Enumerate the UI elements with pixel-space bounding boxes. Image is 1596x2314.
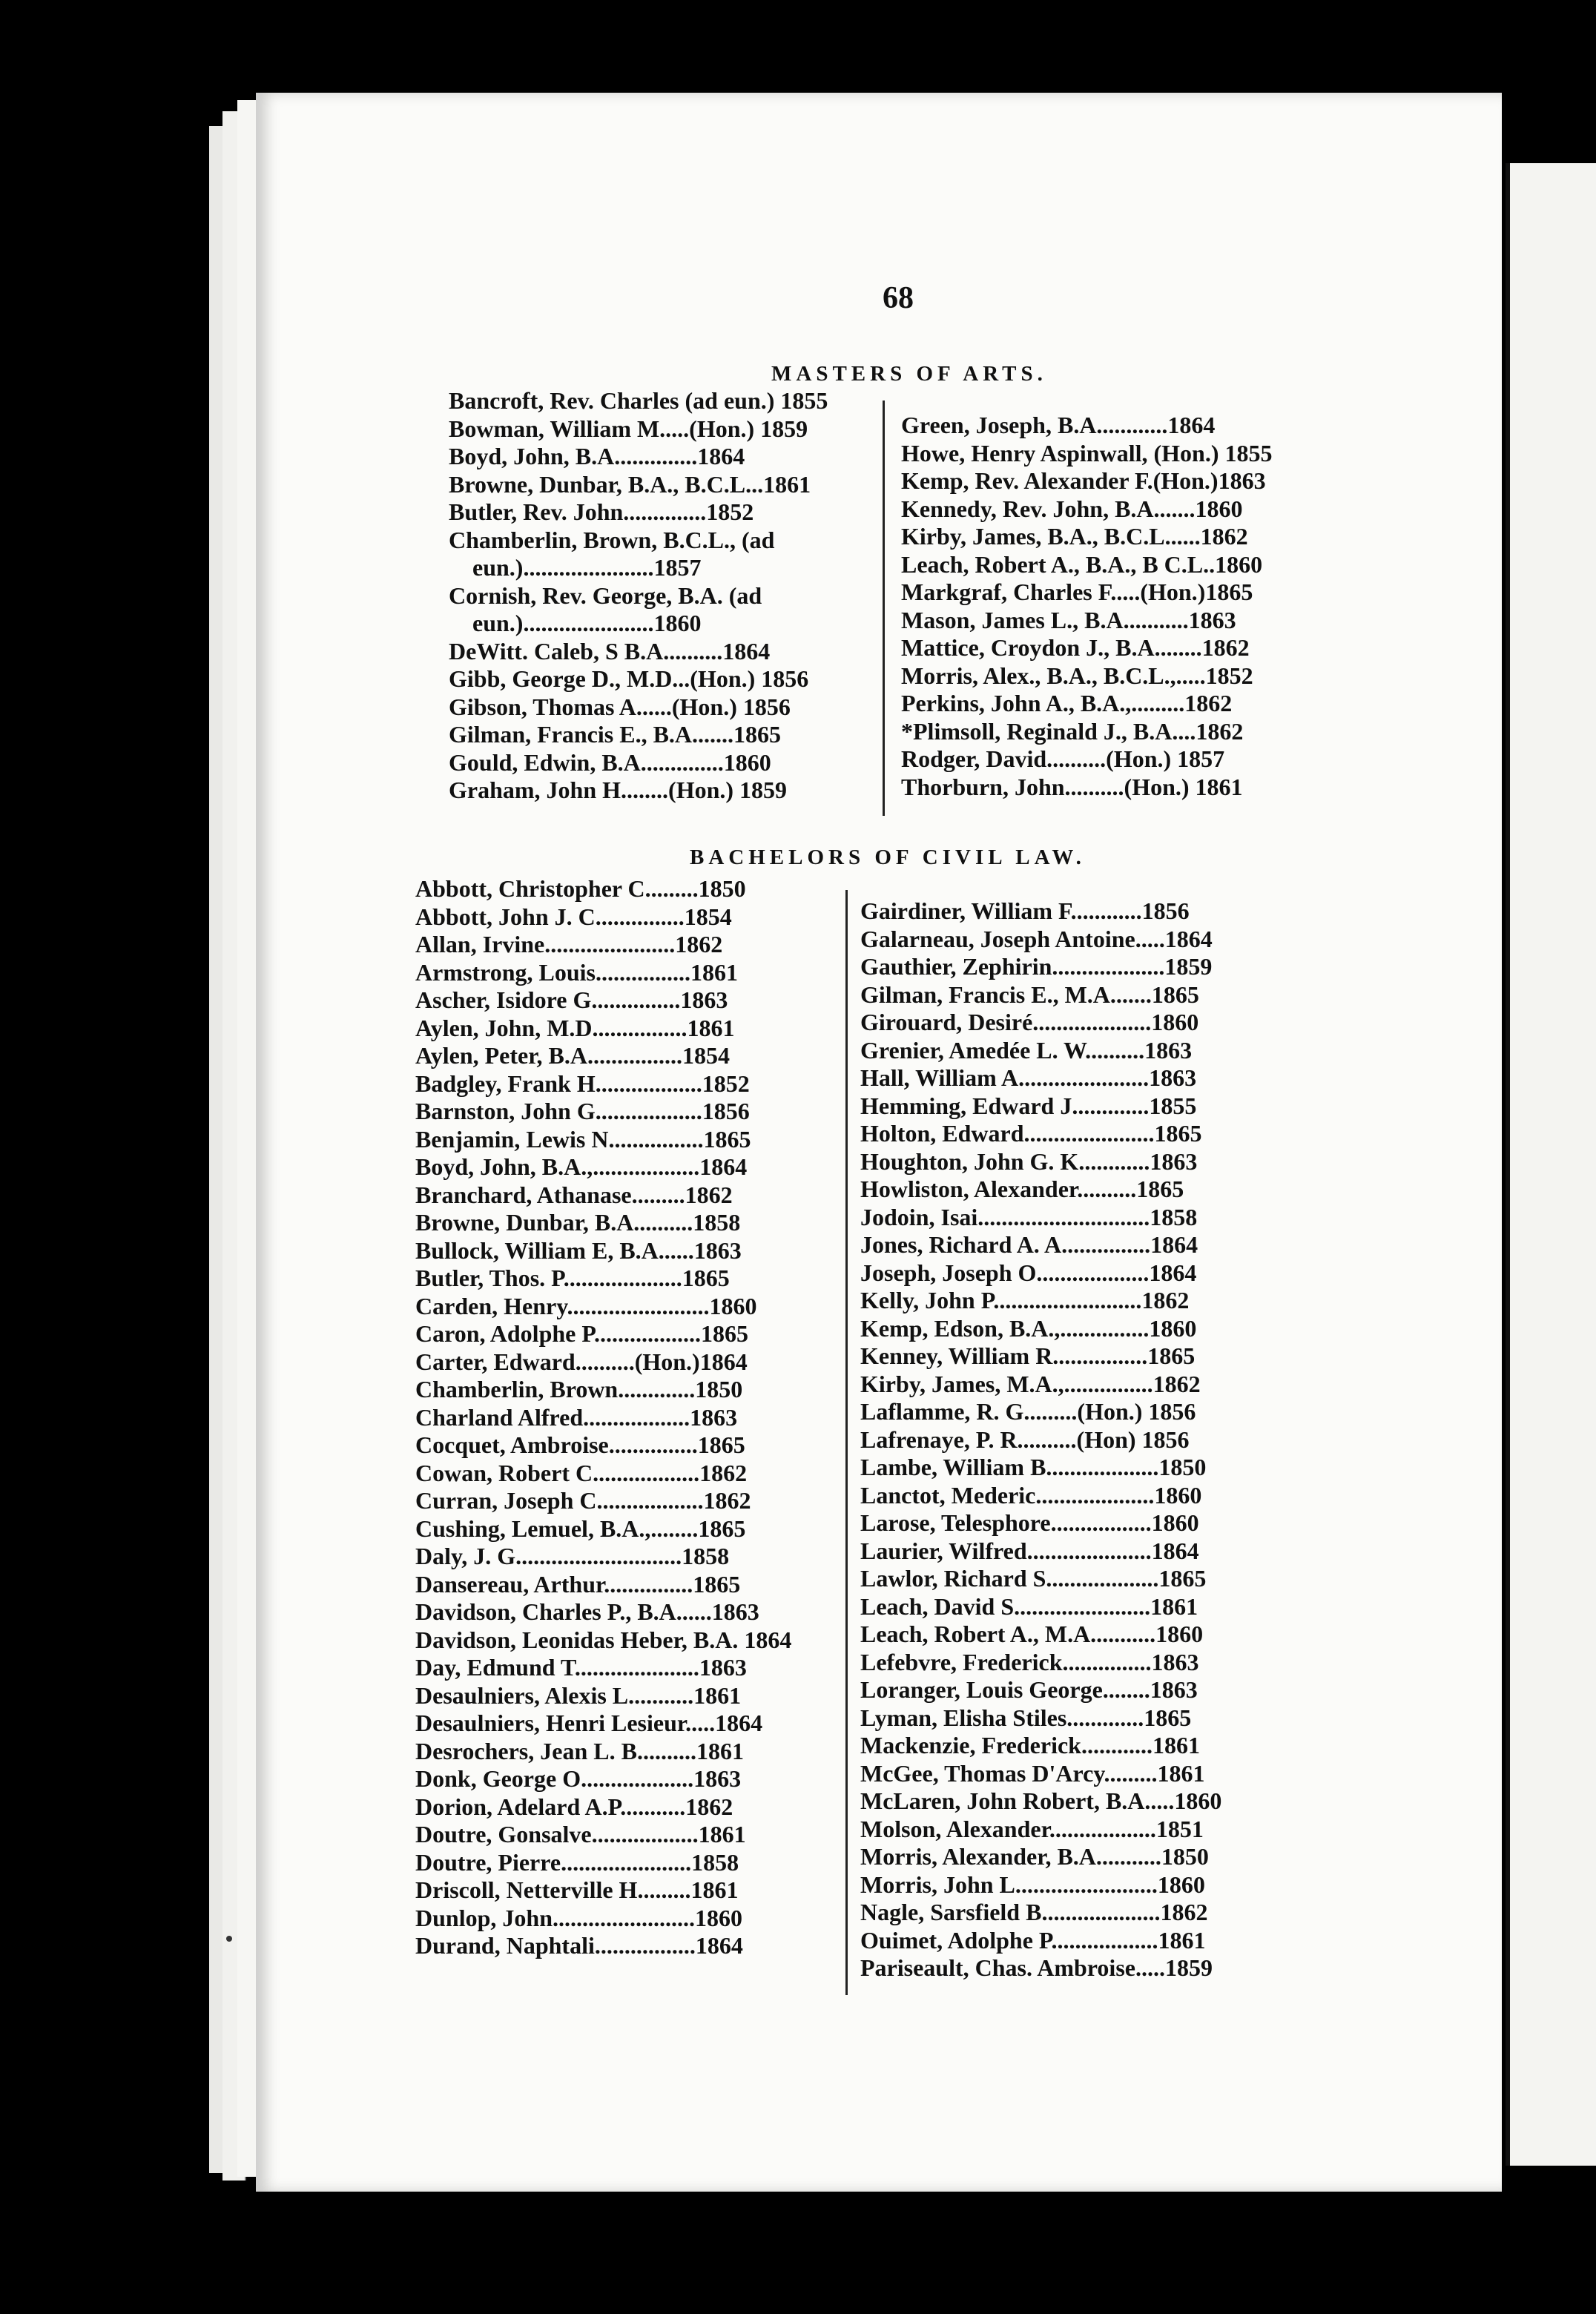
list-entry: Leach, Robert A., M.A...........1860 <box>860 1621 1204 1647</box>
list-entry: Galarneau, Joseph Antoine.....1864 <box>860 925 1213 952</box>
list-entry: Leach, Robert A., B.A., B C.L..1860 <box>901 550 1263 578</box>
list-entry: Grenier, Amedée L. W..........1863 <box>860 1036 1193 1064</box>
list-entry: Cornish, Rev. George, B.A. (ad <box>449 581 762 609</box>
list-entry: Hall, William A......................1863 <box>860 1064 1197 1091</box>
list-entry: McGee, Thomas D'Arcy.........1861 <box>860 1759 1205 1787</box>
list-entry: Charland Alfred..................1863 <box>415 1403 738 1431</box>
list-entry: Perkins, John A., B.A.,.........1862 <box>901 690 1233 716</box>
list-entry: Lawlor, Richard S...................1865 <box>860 1565 1207 1592</box>
column-divider <box>845 890 848 1995</box>
list-entry: *Plimsoll, Reginald J., B.A....1862 <box>901 717 1244 745</box>
list-entry: Mackenzie, Frederick............1861 <box>860 1732 1200 1758</box>
list-entry: Carter, Edward..........(Hon.)1864 <box>415 1348 748 1375</box>
masters-right-column <box>901 412 1272 801</box>
list-entry: Desrochers, Jean L. B..........1861 <box>415 1737 744 1764</box>
list-entry: Chamberlin, Brown, B.C.L., (ad <box>449 526 775 553</box>
list-entry: Jodoin, Isai.............................1858 <box>860 1203 1198 1230</box>
list-entry: Lambe, William B...................1850 <box>860 1454 1207 1480</box>
list-entry: Butler, Rev. John..............1852 <box>449 498 754 525</box>
list-entry: Dansereau, Arthur...............1865 <box>415 1570 741 1598</box>
list-entry: Bancroft, Rev. Charles (ad eun.) 1855 <box>449 387 828 414</box>
list-entry: eun.)......................1860 <box>449 610 702 636</box>
list-entry: Loranger, Louis George........1863 <box>860 1676 1198 1703</box>
masters-of-arts-heading: MASTERS OF ARTS. <box>771 362 1047 386</box>
list-entry: Lafrenaye, P. R..........(Hon) 1856 <box>860 1425 1190 1453</box>
list-entry: Driscoll, Netterville H.........1861 <box>415 1876 739 1903</box>
list-entry: Branchard, Athanase.........1862 <box>415 1181 733 1208</box>
list-entry: Kirby, James, M.A.,...............1862 <box>860 1370 1201 1397</box>
bachelors-heading: BACHELORS OF CIVIL LAW. <box>690 846 1086 869</box>
list-entry: Allan, Irvine......................1862 <box>415 931 723 957</box>
list-entry: Larose, Telesphore.................1860 <box>860 1509 1199 1536</box>
page-number: 68 <box>883 281 914 315</box>
list-entry: Kemp, Edson, B.A.,...............1860 <box>860 1314 1197 1342</box>
list-entry: Morris, John L........................1860 <box>860 1870 1205 1898</box>
list-entry: Kenney, William R................1865 <box>860 1342 1196 1369</box>
list-entry: Abbott, John J. C...............1854 <box>415 903 732 930</box>
list-entry: Badgley, Frank H..................1852 <box>415 1069 750 1097</box>
list-entry: Kirby, James, B.A., B.C.L......1862 <box>901 523 1248 550</box>
list-entry: Lefebvre, Frederick...............1863 <box>860 1648 1199 1675</box>
list-entry: Chamberlin, Brown.............1850 <box>415 1376 743 1402</box>
list-entry: Mattice, Croydon J., B.A........1862 <box>901 634 1250 661</box>
list-entry: Abbott, Christopher C.........1850 <box>415 875 746 902</box>
list-entry: Browne, Dunbar, B.A., B.C.L...1861 <box>449 470 811 498</box>
list-entry: Howliston, Alexander..........1865 <box>860 1176 1184 1202</box>
list-entry: Mason, James L., B.A...........1863 <box>901 606 1236 633</box>
list-entry: Laurier, Wilfred.....................1864 <box>860 1537 1199 1564</box>
list-entry: McLaren, John Robert, B.A.....1860 <box>860 1787 1222 1814</box>
list-entry: Boyd, John, B.A.,..................1864 <box>415 1153 748 1180</box>
list-entry: Day, Edmund T.....................1863 <box>415 1654 747 1681</box>
list-entry: Gauthier, Zephirin...................1859 <box>860 953 1213 980</box>
list-entry: Rodger, David..........(Hon.) 1857 <box>901 745 1225 772</box>
list-entry: Cocquet, Ambroise...............1865 <box>415 1431 745 1458</box>
list-entry: Nagle, Sarsfield B....................1862 <box>860 1899 1208 1925</box>
list-entry: Dunlop, John........................1860 <box>415 1904 742 1931</box>
list-entry: DeWitt. Caleb, S B.A..........1864 <box>449 637 771 665</box>
list-entry: Cushing, Lemuel, B.A.,........1865 <box>415 1514 746 1542</box>
list-entry: Doutre, Pierre......................1858 <box>415 1848 739 1876</box>
list-entry: Armstrong, Louis................1861 <box>415 958 738 986</box>
list-entry: Thorburn, John..........(Hon.) 1861 <box>901 773 1243 800</box>
list-entry: eun.)......................1857 <box>449 554 702 581</box>
list-entry: Girouard, Desiré....................1860 <box>860 1009 1199 1035</box>
list-entry: Laflamme, R. G.........(Hon.) 1856 <box>860 1398 1196 1425</box>
list-entry: Aylen, Peter, B.A................1854 <box>415 1042 730 1069</box>
list-entry: Gilman, Francis E., M.A.......1865 <box>860 980 1199 1008</box>
list-entry: Ascher, Isidore G...............1863 <box>415 986 728 1013</box>
list-entry: Bullock, William E, B.A......1863 <box>415 1236 742 1264</box>
list-entry: Doutre, Gonsalve..................1861 <box>415 1821 746 1847</box>
list-entry: Jones, Richard A. A...............1864 <box>860 1231 1198 1258</box>
ink-spot <box>226 1936 232 1942</box>
list-entry: Butler, Thos. P....................1865 <box>415 1265 730 1291</box>
list-entry: Houghton, John G. K............1863 <box>860 1147 1198 1175</box>
list-entry: Cowan, Robert C..................1862 <box>415 1459 748 1486</box>
list-entry: Desaulniers, Henri Lesieur.....1864 <box>415 1710 763 1736</box>
list-entry: Daly, J. G............................1858 <box>415 1543 730 1569</box>
list-entry: Aylen, John, M.D................1861 <box>415 1014 735 1041</box>
list-entry: Gairdiner, William F............1856 <box>860 897 1190 924</box>
list-entry: Barnston, John G..................1856 <box>415 1098 750 1124</box>
column-divider <box>883 400 885 816</box>
list-entry: Lyman, Elisha Stiles.............1865 <box>860 1704 1192 1731</box>
list-entry: Gilman, Francis E., B.A.......1865 <box>449 721 782 748</box>
list-entry: Carden, Henry........................1860 <box>415 1292 757 1319</box>
list-entry: Davidson, Charles P., B.A......1863 <box>415 1598 759 1625</box>
list-entry: Boyd, John, B.A..............1864 <box>449 443 745 469</box>
list-entry: Morris, Alexander, B.A...........1850 <box>860 1843 1209 1870</box>
list-entry: Donk, George O...................1863 <box>415 1765 742 1792</box>
list-entry: Kennedy, Rev. John, B.A.......1860 <box>901 495 1243 522</box>
list-entry: Pariseault, Chas. Ambroise.....1859 <box>860 1954 1213 1981</box>
list-entry: Joseph, Joseph O...................1864 <box>860 1259 1197 1286</box>
list-entry: Leach, David S.......................1861 <box>860 1592 1198 1620</box>
list-entry: Morris, Alex., B.A., B.C.L.,.....1852 <box>901 662 1253 689</box>
list-entry: Kemp, Rev. Alexander F.(Hon.)1863 <box>901 467 1266 494</box>
list-entry: Lanctot, Mederic....................1860 <box>860 1481 1202 1509</box>
list-entry: Curran, Joseph C..................1862 <box>415 1487 751 1514</box>
list-entry: Gould, Edwin, B.A..............1860 <box>449 748 771 776</box>
bachelors-right-column <box>860 897 1221 1982</box>
list-entry: Hemming, Edward J.............1855 <box>860 1092 1197 1119</box>
list-entry: Green, Joseph, B.A............1864 <box>901 412 1216 438</box>
bachelors-left-column <box>415 875 791 1960</box>
list-entry: Bowman, William M.....(Hon.) 1859 <box>449 415 808 442</box>
facing-page <box>1506 163 1596 2166</box>
list-entry: Markgraf, Charles F.....(Hon.)1865 <box>901 578 1253 605</box>
list-entry: Durand, Naphtali.................1864 <box>415 1932 743 1959</box>
list-entry: Desaulniers, Alexis L...........1861 <box>415 1681 742 1709</box>
list-entry: Gibb, George D., M.D...(Hon.) 1856 <box>449 665 809 692</box>
list-entry: Ouimet, Adolphe P..................1861 <box>860 1926 1206 1954</box>
list-entry: Benjamin, Lewis N................1865 <box>415 1125 751 1153</box>
list-entry: Howe, Henry Aspinwall, (Hon.) 1855 <box>901 439 1273 467</box>
masters-left-column <box>449 387 828 805</box>
list-entry: Holton, Edward......................1865 <box>860 1120 1202 1147</box>
list-entry: Gibson, Thomas A......(Hon.) 1856 <box>449 693 791 720</box>
list-entry: Molson, Alexander..................1851 <box>860 1815 1204 1842</box>
list-entry: Dorion, Adelard A.P...........1862 <box>415 1793 733 1820</box>
list-entry: Davidson, Leonidas Heber, B.A. 1864 <box>415 1626 792 1653</box>
list-entry: Graham, John H........(Hon.) 1859 <box>449 777 788 803</box>
list-entry: Kelly, John P.........................1862 <box>860 1287 1190 1313</box>
list-entry: Browne, Dunbar, B.A..........1858 <box>415 1209 741 1236</box>
list-entry: Caron, Adolphe P..................1865 <box>415 1320 748 1347</box>
